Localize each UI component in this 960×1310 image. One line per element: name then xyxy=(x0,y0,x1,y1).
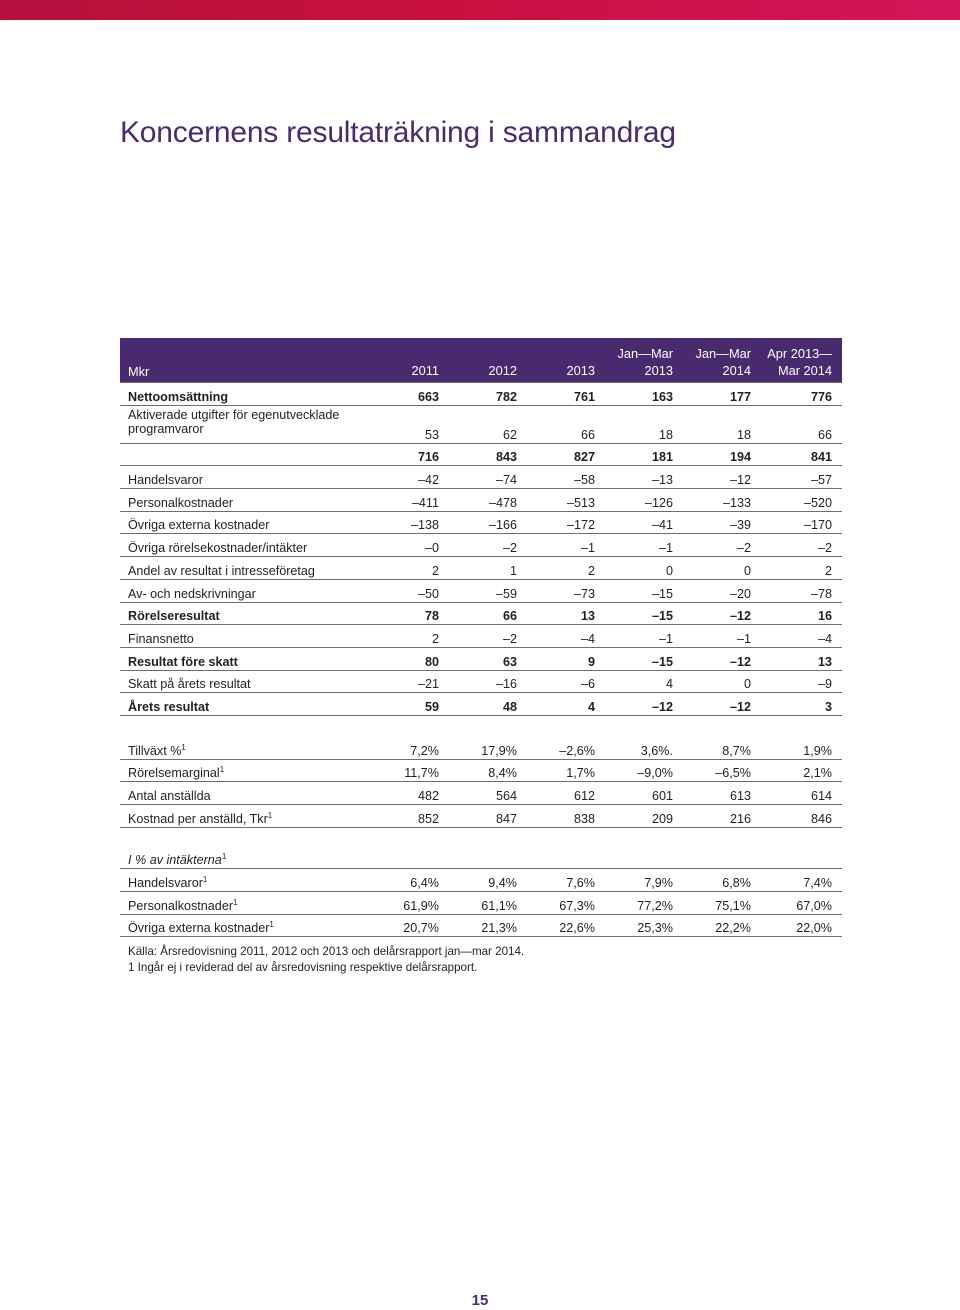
row-label-text: Nettoomsättning xyxy=(128,389,229,404)
row-value: 53 xyxy=(424,427,439,442)
row-value: 761 xyxy=(573,389,595,404)
header-col-rolling-12m: Apr 2013— Mar 2014 xyxy=(767,346,832,378)
page-title: Koncernens resultaträkning i sammandrag xyxy=(120,116,676,149)
row-value: 1 xyxy=(509,563,517,578)
row-value: 847 xyxy=(495,811,517,826)
row-value: –41 xyxy=(651,518,673,533)
row-value: 77,2% xyxy=(637,898,673,913)
header-unit-label: Mkr xyxy=(128,364,150,379)
row-value: 163 xyxy=(651,389,673,404)
header-col-2013: 2013 xyxy=(566,363,595,378)
row-value: 3 xyxy=(824,699,832,714)
row-label-text: Övriga externa kostnader xyxy=(128,921,270,936)
row-value: 843 xyxy=(495,450,517,465)
key-figure-row xyxy=(120,782,842,805)
row-value: –2 xyxy=(736,541,751,556)
row-value: 21,3% xyxy=(481,921,517,936)
row-label xyxy=(128,700,209,714)
income-statement-table xyxy=(120,338,842,937)
row-value: –4 xyxy=(580,631,595,646)
row-label xyxy=(128,812,272,826)
income-row xyxy=(120,693,842,716)
row-label xyxy=(128,766,224,780)
row-value: –16 xyxy=(495,677,517,692)
row-value: 20,7% xyxy=(403,921,439,936)
row-value: –2,6% xyxy=(559,743,595,758)
row-value: –12 xyxy=(729,654,751,669)
top-accent-bar xyxy=(0,0,960,20)
row-value: 48 xyxy=(502,699,517,714)
row-value: 67,0% xyxy=(796,898,832,913)
row-value: 852 xyxy=(417,811,439,826)
row-value: –39 xyxy=(729,518,751,533)
row-value: 18 xyxy=(658,427,673,442)
row-value: –9 xyxy=(817,677,832,692)
income-row xyxy=(120,489,842,512)
header-col-janmar-2014: Jan—Mar 2014 xyxy=(695,346,751,378)
income-row xyxy=(120,383,842,406)
row-label xyxy=(128,587,256,601)
row-label xyxy=(128,677,251,691)
percent-row xyxy=(120,892,842,915)
spacer xyxy=(120,828,842,847)
row-value: –20 xyxy=(729,586,751,601)
row-label-text: Finansnetto xyxy=(128,631,194,646)
row-value: –138 xyxy=(410,518,439,533)
row-value: 838 xyxy=(573,811,595,826)
row-value: 6,8% xyxy=(722,876,751,891)
row-label-text: Andel av resultat i intresseföretag xyxy=(128,563,315,578)
row-value: 2 xyxy=(824,563,832,578)
row-value: 181 xyxy=(651,450,673,465)
row-value: 7,6% xyxy=(566,876,595,891)
row-label-text: Årets resultat xyxy=(128,699,210,714)
row-value: 612 xyxy=(573,789,595,803)
header-col-2011: 2011 xyxy=(411,363,439,378)
footnote-marker: 1 xyxy=(233,897,238,907)
row-label-text: Personalkostnader xyxy=(128,495,234,510)
row-value: 216 xyxy=(729,811,751,826)
row-label-text: Resultat före skatt xyxy=(128,654,238,669)
row-value: 2 xyxy=(431,631,439,646)
row-label xyxy=(128,899,237,913)
row-value: 2 xyxy=(431,563,439,578)
row-value: 7,2% xyxy=(410,743,439,758)
row-value: 2 xyxy=(587,563,595,578)
percent-row xyxy=(120,915,842,938)
row-label-text: Handelsvaror xyxy=(128,473,203,488)
row-value: –6,5% xyxy=(715,766,751,781)
row-value: –166 xyxy=(488,518,517,533)
row-value: 66 xyxy=(502,609,517,624)
row-label-text-line2: programvaror xyxy=(128,421,204,436)
footnote-marker: 1 xyxy=(202,874,208,884)
row-value: 0 xyxy=(743,563,751,578)
footnotes xyxy=(128,944,524,975)
income-row xyxy=(120,466,842,489)
footnote-source: Källa: Årsredovisning 2011, 2012 och 2013 och delårsrapport jan—mar 2014. xyxy=(128,945,525,958)
row-value: –13 xyxy=(651,473,673,488)
row-value: –12 xyxy=(729,473,751,488)
row-value: 9,4% xyxy=(488,876,517,891)
row-value: –478 xyxy=(488,495,517,510)
row-value: 13 xyxy=(580,609,595,624)
percent-row xyxy=(120,869,842,892)
row-value: –50 xyxy=(417,586,439,601)
income-row xyxy=(120,603,842,626)
row-value: 0 xyxy=(665,563,673,578)
row-label-text: Övriga externa kostnader xyxy=(128,518,270,533)
row-value: 782 xyxy=(495,389,517,404)
row-label-text: Rörelseresultat xyxy=(128,609,220,624)
row-value: –58 xyxy=(573,473,595,488)
row-label xyxy=(128,496,233,510)
income-row xyxy=(120,534,842,557)
row-value: 776 xyxy=(810,389,832,404)
row-value: –15 xyxy=(651,654,673,669)
row-value: 564 xyxy=(495,789,517,803)
row-value: 209 xyxy=(651,811,673,826)
row-label-text: Skatt på årets resultat xyxy=(128,677,251,692)
row-value: 61,9% xyxy=(403,898,439,913)
row-value: –15 xyxy=(651,586,673,601)
row-label xyxy=(128,408,339,436)
row-value: –411 xyxy=(411,495,439,510)
row-value: 63 xyxy=(502,654,517,669)
row-value: 0 xyxy=(743,677,751,692)
row-value: –2 xyxy=(817,541,832,556)
row-value: 9 xyxy=(587,654,595,669)
row-value: 22,2% xyxy=(715,921,751,936)
row-value: –520 xyxy=(803,495,832,510)
percent-of-revenue-rows xyxy=(120,847,842,938)
income-row xyxy=(120,648,842,671)
row-value: 846 xyxy=(810,811,832,826)
row-value: 663 xyxy=(417,389,439,404)
row-label xyxy=(128,789,211,803)
row-label xyxy=(128,564,315,578)
row-value: –73 xyxy=(573,586,595,601)
row-value: –0 xyxy=(424,541,439,556)
row-label-text: Övriga rörelsekostnader/intäkter xyxy=(128,541,308,556)
row-value: –170 xyxy=(803,518,832,533)
row-label-text: Aktiverade utgifter för egenutvecklade xyxy=(128,407,340,422)
row-label-text: I % av intäkterna xyxy=(128,853,222,868)
row-value: –1 xyxy=(658,631,673,646)
row-value: 18 xyxy=(736,427,751,442)
row-value: –2 xyxy=(502,541,517,556)
row-label xyxy=(128,390,228,404)
row-value: 75,1% xyxy=(715,898,751,913)
row-value: 62 xyxy=(502,427,517,442)
table-header xyxy=(120,338,842,383)
row-label xyxy=(128,853,226,867)
row-value: –1 xyxy=(736,631,751,646)
income-row xyxy=(120,580,842,603)
row-value: 1,9% xyxy=(803,743,832,758)
row-label-text: Personalkostnader xyxy=(128,898,234,913)
row-value: –9,0% xyxy=(637,766,673,781)
row-value: 8,7% xyxy=(722,743,751,758)
footnote-marker: 1 xyxy=(267,810,273,820)
row-value: –1 xyxy=(580,541,595,556)
row-label-text: Av- och nedskrivningar xyxy=(128,586,256,601)
row-value: –172 xyxy=(566,518,595,533)
footnote-marker: 1 xyxy=(219,765,225,775)
row-value: 13 xyxy=(817,654,832,669)
row-value: 482 xyxy=(417,789,439,803)
row-value: –12 xyxy=(729,609,751,624)
income-row xyxy=(120,557,842,580)
row-value: –126 xyxy=(644,495,673,510)
row-value: 7,9% xyxy=(644,876,673,891)
row-label xyxy=(128,609,220,623)
row-label xyxy=(128,921,274,935)
row-value: 194 xyxy=(729,450,751,465)
row-value: 4 xyxy=(587,699,595,714)
row-value: –133 xyxy=(722,495,751,510)
row-value: –78 xyxy=(810,586,832,601)
row-label-text: Rörelsemarginal xyxy=(128,766,220,781)
page-number: 15 xyxy=(471,1292,489,1309)
row-value: 1,7% xyxy=(566,766,595,781)
row-label xyxy=(128,473,203,487)
row-value: 4 xyxy=(665,677,673,692)
row-value: 2,1% xyxy=(803,766,832,781)
income-row xyxy=(120,406,842,444)
row-value: 601 xyxy=(651,789,673,803)
row-value: 716 xyxy=(417,450,439,465)
row-value: 177 xyxy=(729,389,751,404)
footnote-marker: 1 xyxy=(221,852,227,862)
percent-heading-row xyxy=(120,847,842,870)
spacer xyxy=(120,716,842,737)
row-label xyxy=(128,518,269,532)
row-value: 614 xyxy=(810,789,832,803)
row-value: –42 xyxy=(417,473,439,488)
row-label-text: Tillväxt % xyxy=(128,743,182,758)
row-value: –2 xyxy=(502,631,517,646)
row-value: 66 xyxy=(580,427,595,442)
row-value: 17,9% xyxy=(481,743,517,758)
row-value: 841 xyxy=(810,450,832,465)
row-value: –59 xyxy=(495,586,517,601)
key-figures-rows xyxy=(120,737,842,828)
row-value: 78 xyxy=(424,609,439,624)
row-label xyxy=(128,655,238,669)
key-figure-row xyxy=(120,805,842,828)
row-value: 3,6%. xyxy=(640,743,673,758)
row-label xyxy=(128,744,186,758)
row-value: 25,3% xyxy=(637,921,673,936)
row-value: 8,4% xyxy=(488,766,517,781)
row-value: –12 xyxy=(729,699,751,714)
income-row xyxy=(120,512,842,535)
row-value: 22,6% xyxy=(559,921,595,936)
row-value: 80 xyxy=(424,654,439,669)
row-value: 613 xyxy=(729,789,751,803)
header-col-2012: 2012 xyxy=(488,363,517,378)
footnote-marker: 1 xyxy=(269,920,274,930)
row-value: 7,4% xyxy=(803,876,832,891)
footnote-unaudited: 1 Ingår ej i reviderad del av årsredovisning respektive delårsrapport. xyxy=(128,960,478,974)
row-value: –513 xyxy=(566,495,595,510)
row-value: 827 xyxy=(573,450,595,465)
income-rows xyxy=(120,383,842,716)
row-value: –6 xyxy=(580,677,595,692)
footnote-marker: 1 xyxy=(181,742,186,752)
row-value: –4 xyxy=(817,631,832,646)
row-label xyxy=(128,541,307,555)
key-figure-row xyxy=(120,737,842,760)
row-value: 59 xyxy=(424,699,439,714)
row-value: –15 xyxy=(651,609,673,624)
income-row xyxy=(120,671,842,694)
row-value: –74 xyxy=(495,473,517,488)
row-value: 61,1% xyxy=(481,898,517,913)
header-col-janmar-2013: Jan—Mar 2013 xyxy=(617,346,673,378)
income-row xyxy=(120,444,842,467)
row-value: –21 xyxy=(417,677,439,692)
row-value: 66 xyxy=(817,427,832,442)
row-value: 11,7% xyxy=(404,766,439,781)
row-label-text: Kostnad per anställd, Tkr xyxy=(128,811,268,826)
row-value: 22,0% xyxy=(796,921,832,936)
row-value: –57 xyxy=(810,473,832,488)
row-label-text: Antal anställda xyxy=(128,789,211,803)
row-value: –1 xyxy=(658,541,673,556)
row-value: 67,3% xyxy=(559,898,595,913)
row-value: 16 xyxy=(817,609,832,624)
income-row xyxy=(120,625,842,648)
row-value: –12 xyxy=(651,699,673,714)
row-value: 6,4% xyxy=(410,876,439,891)
row-label xyxy=(128,632,194,646)
row-label xyxy=(128,876,207,890)
key-figure-row xyxy=(120,760,842,783)
row-label-text: Handelsvaror xyxy=(128,876,203,891)
